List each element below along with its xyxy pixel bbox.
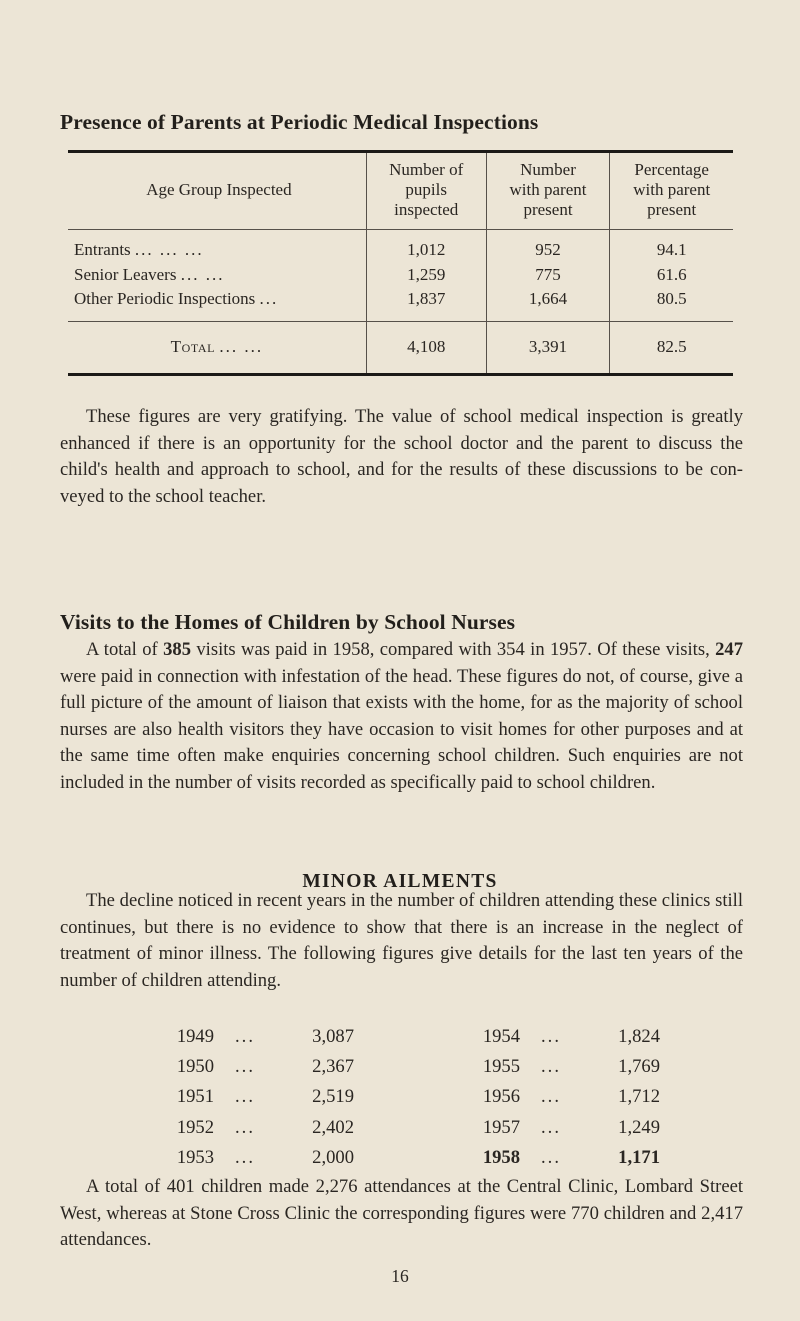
header-line-2: pupils xyxy=(405,180,447,200)
cell-with-parent-present: 775 xyxy=(486,263,610,287)
paragraph-clinic-attendances xyxy=(60,1174,743,1254)
attendance-value: 3,087 xyxy=(312,1026,354,1047)
attendance-value: 1,712 xyxy=(618,1086,660,1108)
header-line-3: inspected xyxy=(394,200,459,220)
year-label-current: 1958 xyxy=(482,1146,520,1168)
attendance-row xyxy=(140,1143,660,1173)
section-title-visits-to-homes: Visits to the Homes of Children by School Nurses xyxy=(60,609,516,634)
cell-pupils-inspected: 1,837 xyxy=(366,287,486,319)
row-label-senior-leavers xyxy=(68,263,366,287)
leader-dots: ... xyxy=(541,1146,561,1168)
table-row xyxy=(68,263,733,287)
header-line-1: Number of xyxy=(389,160,464,179)
leader-dots: ... xyxy=(541,1026,561,1047)
attendance-value: 2,519 xyxy=(312,1086,354,1108)
header-line-3: present xyxy=(523,200,573,220)
cell-with-parent-present: 1,664 xyxy=(486,287,610,319)
paragraph-text: These figures are very gratifying. The value of school medical inspection is greatly enhanced if there is an opportunity for the school doctor and the parent to discuss the child's health and approach to school, and for the results of these discussions to be con‐veyed to the school teacher. xyxy=(60,406,743,507)
presence-of-parents-table-wrapper xyxy=(68,150,733,376)
year-label: 1954 xyxy=(482,1026,520,1047)
year-label: 1957 xyxy=(482,1116,520,1138)
attendance-value: 1,249 xyxy=(618,1116,660,1138)
cell-percentage: 94.1 xyxy=(610,230,733,263)
attendance-row xyxy=(140,1022,660,1052)
paragraph-text: A total of 401 children made 2,276 attendances at the Central Clinic, Lombard Street West, whereas at Stone Cross Clinic the corresponding figures were 770 children and 2,417 attendances. xyxy=(60,1176,743,1251)
attendance-row xyxy=(140,1052,660,1082)
column-gap xyxy=(354,1022,446,1052)
leader-dots: ... xyxy=(259,289,279,309)
total-label-text: Total xyxy=(170,337,216,357)
year-label: 1956 xyxy=(482,1086,520,1108)
leader-dots: ... xyxy=(235,1056,255,1078)
leader-dots: ... xyxy=(541,1086,561,1108)
visits-text-part-1: A total of xyxy=(86,639,164,660)
column-header-number-with-parent-present xyxy=(486,153,610,230)
year-label: 1953 xyxy=(176,1146,214,1168)
leader-dots: ... ... ... xyxy=(134,240,204,260)
leader-dots: ... ... xyxy=(180,264,225,284)
attendance-value: 2,367 xyxy=(312,1056,354,1078)
visits-infestation-count: 247 xyxy=(715,639,743,660)
row-label-text: Other Periodic Inspections xyxy=(74,289,256,309)
attendance-value: 1,824 xyxy=(618,1026,660,1047)
header-line-2: with parent xyxy=(509,180,587,200)
visits-total-count: 385 xyxy=(163,639,191,660)
attendance-value-current: 1,171 xyxy=(618,1146,660,1168)
paragraph-minor-ailments xyxy=(60,888,743,994)
leader-dots: ... xyxy=(541,1116,561,1138)
leader-dots: ... ... xyxy=(219,337,264,357)
visits-text-part-2: visits was paid in 1958, compared with 354 in 1957. Of these visits, xyxy=(190,639,716,660)
year-label: 1951 xyxy=(176,1086,214,1108)
header-line-1: Percentage xyxy=(634,160,709,179)
column-header-percentage-with-parent-present xyxy=(610,153,733,230)
cell-total-with-parent-present: 3,391 xyxy=(486,322,610,373)
attendance-value: 1,769 xyxy=(618,1056,660,1078)
attendance-value: 2,402 xyxy=(312,1116,354,1138)
paragraph-text: The decline noticed in recent years in the number of children attending these clinics still continues, but there is no evidence to show that there is an increase in the neglect of treatment of minor illness. The following figures give details for the last ten years of the number of children attending. xyxy=(60,890,743,991)
attendance-value: 2,000 xyxy=(312,1146,354,1168)
cell-total-pupils-inspected: 4,108 xyxy=(366,322,486,373)
cell-percentage: 61.6 xyxy=(610,263,733,287)
paragraph-gratifying xyxy=(60,404,743,510)
leader-dots: ... xyxy=(235,1086,255,1108)
column-gap xyxy=(354,1052,446,1082)
row-label-text: Entrants xyxy=(74,240,131,260)
header-line-2: with parent xyxy=(633,180,711,200)
table-row xyxy=(68,230,733,263)
year-label: 1952 xyxy=(176,1116,214,1138)
attendance-row xyxy=(140,1113,660,1143)
column-gap xyxy=(354,1082,446,1112)
year-label: 1955 xyxy=(482,1056,520,1078)
page-title-presence-of-parents: Presence of Parents at Periodic Medical Inspections xyxy=(60,110,539,135)
row-label-other-periodic-inspections xyxy=(68,287,366,319)
table-row xyxy=(68,287,733,319)
section-title-minor-ailments: MINOR AILMENTS xyxy=(302,871,498,893)
cell-pupils-inspected: 1,012 xyxy=(366,230,486,263)
presence-of-parents-table xyxy=(68,150,733,376)
table-bottom-rule xyxy=(68,373,733,375)
year-label: 1949 xyxy=(176,1026,214,1047)
leader-dots: ... xyxy=(541,1056,561,1078)
column-header-age-group: Age Group Inspected xyxy=(68,153,366,230)
minor-ailments-attendance-figures xyxy=(0,1022,800,1173)
attendance-row xyxy=(140,1082,660,1112)
visits-text-part-3: were paid in connection with infestation of the head. These figures do not, of course, give a full picture of the amount of liaison that exists with the home, for as the majority of school nurses are also health visitors they have occasion to visit homes for other purposes and at the same time often make enquiries concerning school children. Such enquiries are not included in the number of visits recorded as specifically paid to school children. xyxy=(60,665,743,793)
header-line-1: Number xyxy=(520,160,576,179)
page-number: 16 xyxy=(391,1266,409,1286)
table-header-row xyxy=(68,153,733,230)
column-header-pupils-inspected xyxy=(366,153,486,230)
header-line-3: present xyxy=(647,200,697,220)
row-label-entrants xyxy=(68,230,366,263)
paragraph-visits xyxy=(60,637,743,797)
column-gap xyxy=(354,1143,446,1173)
row-label-text: Senior Leavers xyxy=(74,264,177,284)
attendance-years-table xyxy=(140,1022,660,1173)
column-gap xyxy=(354,1113,446,1143)
leader-dots: ... xyxy=(235,1146,255,1168)
table-total-row xyxy=(68,322,733,373)
leader-dots: ... xyxy=(235,1026,255,1047)
year-label: 1950 xyxy=(176,1056,214,1078)
row-label-total xyxy=(68,322,366,373)
leader-dots: ... xyxy=(235,1116,255,1138)
cell-percentage: 80.5 xyxy=(610,287,733,319)
cell-total-percentage: 82.5 xyxy=(610,322,733,373)
cell-pupils-inspected: 1,259 xyxy=(366,263,486,287)
cell-with-parent-present: 952 xyxy=(486,230,610,263)
